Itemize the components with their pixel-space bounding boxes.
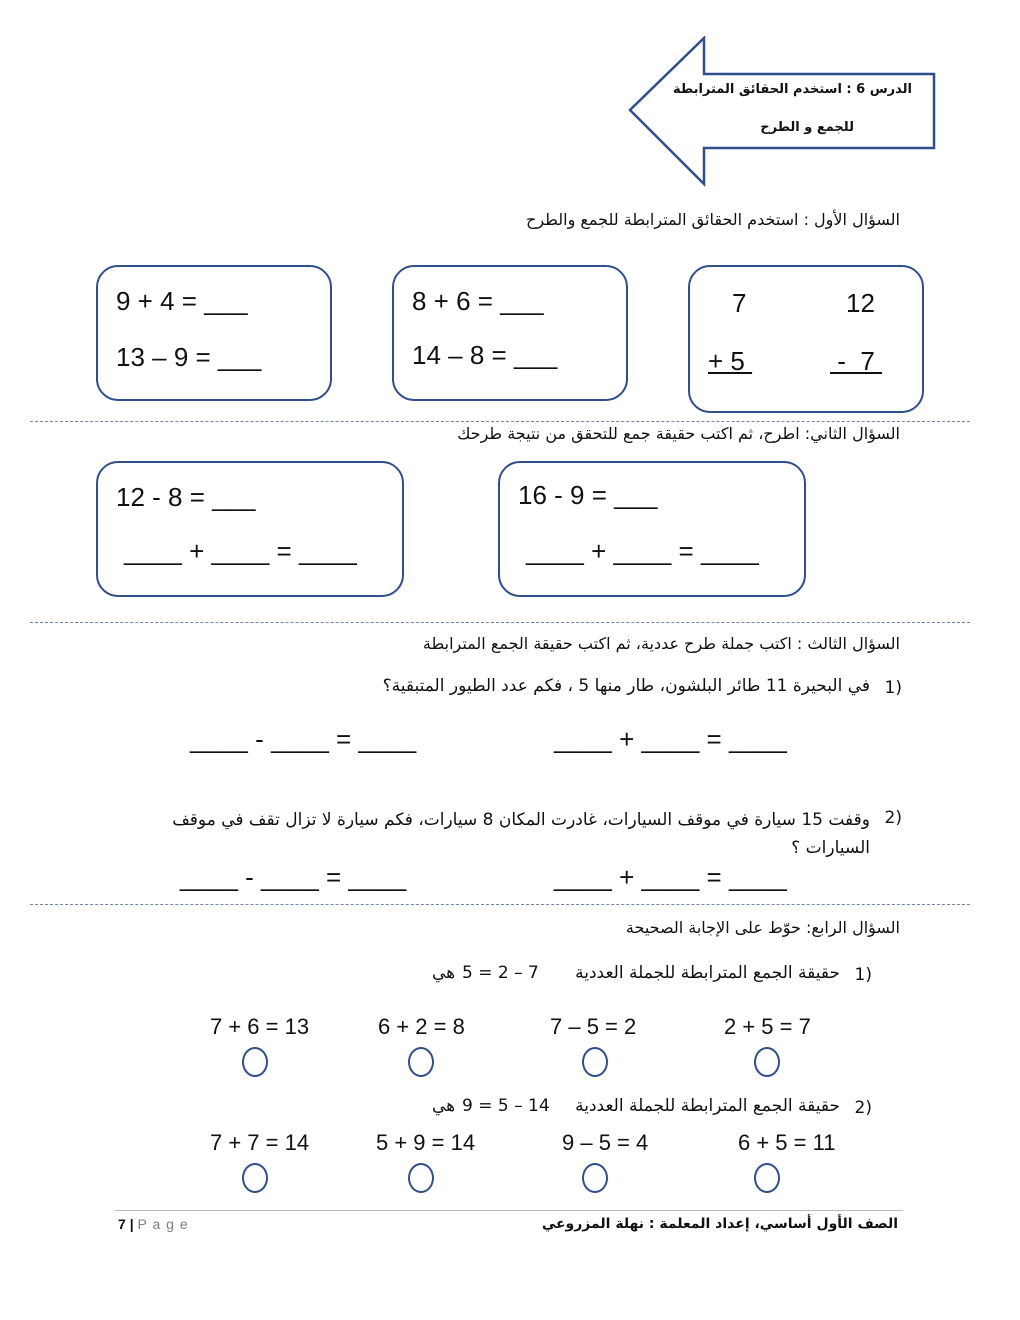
q4-p2-option-3: 9 – 5 = 4 — [562, 1130, 649, 1155]
q1-box3-top-right: 12 — [846, 288, 875, 318]
q3-p2-number: 2) — [884, 808, 902, 828]
q4-p2-circle-2[interactable] — [408, 1163, 434, 1193]
q2-box2-line2[interactable]: ____ + ____ = ____ — [526, 536, 759, 566]
q2-box1-line1[interactable]: 12 - 8 = ___ — [116, 482, 256, 512]
footer-rule — [115, 1210, 903, 1211]
q3-p1-number: 1) — [884, 678, 902, 698]
q3-p1-addition-line[interactable]: ____ + ____ = ____ — [554, 724, 787, 754]
q3-p2-subtraction-line[interactable]: ____ - ____ = ____ — [180, 862, 407, 892]
divider-1 — [30, 421, 970, 422]
q2-box1-line2[interactable]: ____ + ____ = ____ — [124, 536, 357, 566]
lesson-title-line1: الدرس 6 : استخدم الحقائق المترابطة — [673, 82, 912, 97]
lesson-arrow-shape — [626, 36, 938, 188]
q3-p1-subtraction-line[interactable]: ____ - ____ = ____ — [190, 724, 417, 754]
lesson-title-line2: للجمع و الطرح — [760, 120, 854, 135]
q4-p1-tail: هي — [432, 963, 456, 983]
q4-p2-text: حقيقة الجمع المترابطة للجملة العددية — [575, 1096, 840, 1116]
q4-p1-circle-1[interactable] — [242, 1047, 268, 1077]
q4-title: السؤال الرابع: حوّط على الإجابة الصحيحة — [625, 918, 900, 937]
q4-p2-circle-3[interactable] — [582, 1163, 608, 1193]
q3-p2-text: وقفت 15 سيارة في موقف السيارات، غادرت المكان 8 سيارات، فكم سيارة لا تزال تقف في موقف السيارات ؟ — [172, 810, 870, 858]
q1-box3-top-left: 7 — [732, 288, 747, 318]
divider-2 — [30, 622, 970, 623]
footer-page — [118, 1216, 189, 1232]
q4-p1-equation: 7 – 2 = 5 — [462, 963, 539, 983]
q1-box3-bottom-right: - 7 — [830, 346, 883, 376]
q4-p1-option-4: 2 + 5 = 7 — [724, 1014, 811, 1039]
q3-p1-text: في البحيرة 11 طائر البلشون، طار منها 5 ، فكم عدد الطيور المتبقية؟ — [382, 676, 870, 696]
q2-box2-line1[interactable]: 16 - 9 = ___ — [518, 480, 658, 510]
footer-credit: الصف الأول أساسي، إعداد المعلمة : نهلة المزروعي — [541, 1216, 898, 1232]
q1-box3-bottom-left: + 5 — [708, 346, 753, 376]
q3-title: السؤال الثالث : اكتب جملة طرح عددية، ثم اكتب حقيقة الجمع المترابطة — [422, 634, 900, 653]
q4-p2-number: 2) — [854, 1098, 872, 1118]
q4-p2-option-4: 6 + 5 = 11 — [738, 1130, 836, 1155]
q4-p1-number: 1) — [854, 965, 872, 985]
q4-p2-option-1: 7 + 7 = 14 — [210, 1130, 310, 1155]
q4-p1-option-1: 7 + 6 = 13 — [210, 1014, 310, 1039]
divider-3 — [30, 904, 970, 905]
q4-p1-option-3: 7 – 5 = 2 — [550, 1014, 637, 1039]
footer-separator: | — [129, 1216, 134, 1232]
footer-page-label: P a g e — [137, 1216, 189, 1232]
q4-p2-equation: 14 – 5 = 9 — [462, 1096, 550, 1116]
q4-p1-circle-3[interactable] — [582, 1047, 608, 1077]
q1-box-3 — [688, 265, 924, 413]
q2-title: السؤال الثاني: اطرح، ثم اكتب حقيقة جمع للتحقق من نتيجة طرحك — [457, 424, 900, 443]
q4-p2-tail: هي — [432, 1096, 456, 1116]
q1-box2-line1[interactable]: 8 + 6 = ___ — [412, 286, 544, 316]
q4-p1-text: حقيقة الجمع المترابطة للجملة العددية — [575, 963, 840, 983]
q4-p1-circle-2[interactable] — [408, 1047, 434, 1077]
q1-box1-line1[interactable]: 9 + 4 = ___ — [116, 286, 248, 316]
q3-p2-addition-line[interactable]: ____ + ____ = ____ — [554, 862, 787, 892]
footer-page-number: 7 — [118, 1216, 126, 1232]
q1-box1-line2[interactable]: 13 – 9 = ___ — [116, 342, 262, 372]
q4-p1-option-2: 6 + 2 = 8 — [378, 1014, 465, 1039]
q4-p1-circle-4[interactable] — [754, 1047, 780, 1077]
q4-p2-option-2: 5 + 9 = 14 — [376, 1130, 476, 1155]
q4-p2-circle-4[interactable] — [754, 1163, 780, 1193]
q4-p2-circle-1[interactable] — [242, 1163, 268, 1193]
q1-title: السؤال الأول : استخدم الحقائق المترابطة للجمع والطرح — [526, 210, 900, 229]
q1-box2-line2[interactable]: 14 – 8 = ___ — [412, 340, 558, 370]
